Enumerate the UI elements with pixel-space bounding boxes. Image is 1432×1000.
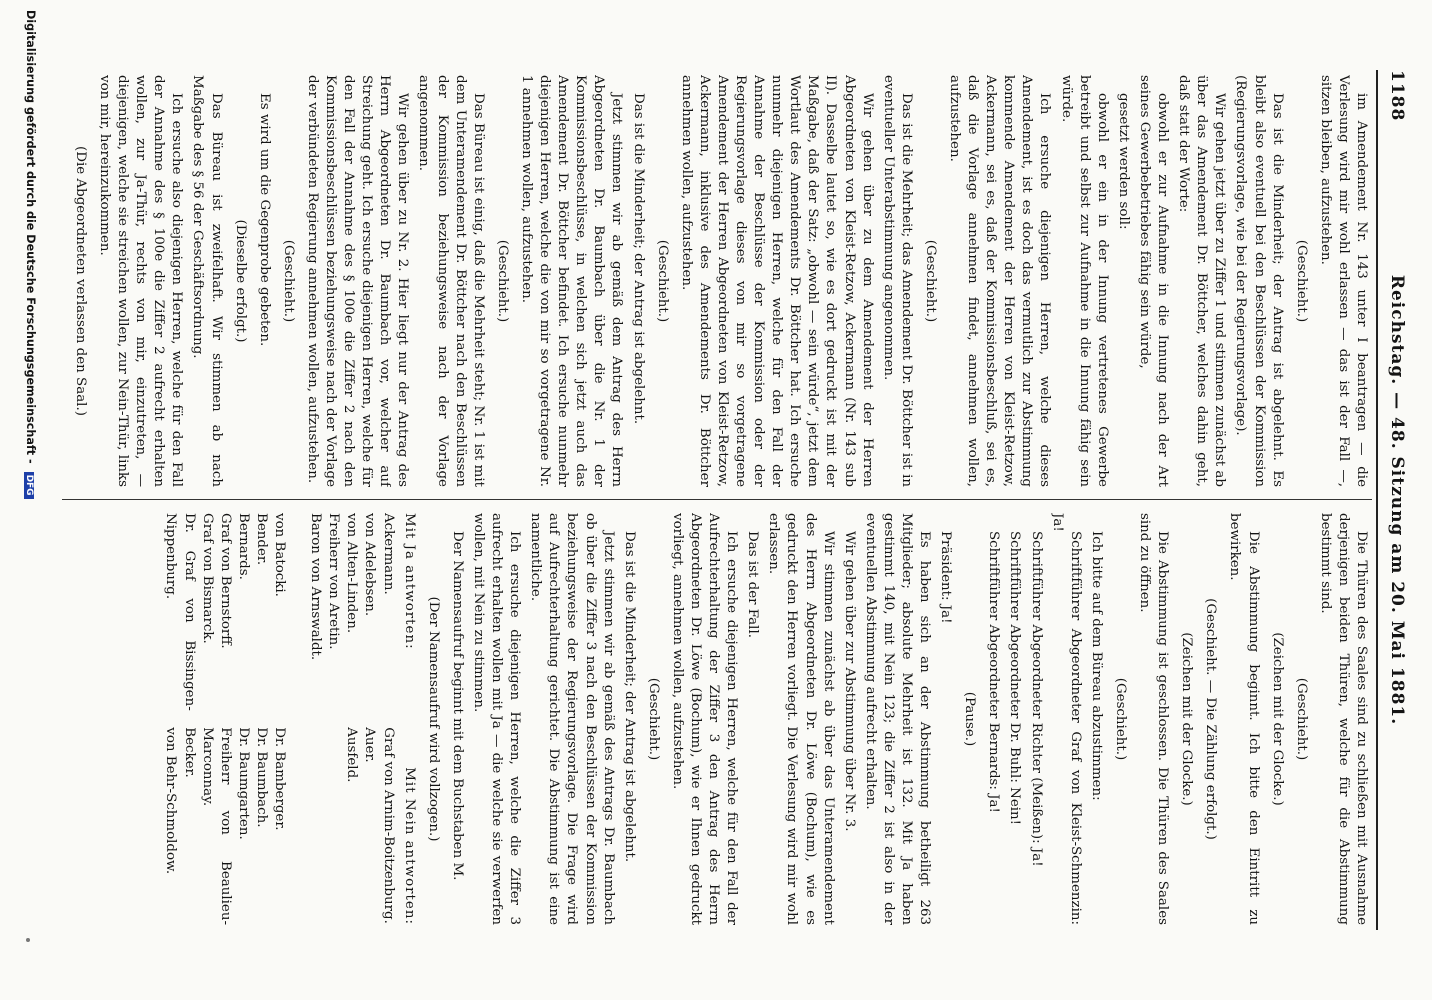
voter-name: Dr. Graf von Bissingen-Nippenburg. (163, 513, 197, 711)
paragraph: Das Büreau ist zweifelhaft. Wir stimmen ab nach Maßgabe des § 56 der Geschäftsordnung. (190, 75, 224, 487)
paragraph: Jetzt stimmen wir ab gemäß des Antrags Dr. Baumbach ob über die Ziffer 3 nach den Beschlüssen der Kommission beziehungsweise der Regierungsvorlage. Die Frage wird auf Aufrechterhaltung gerichtet. Die Abstimmung ist eine namentliche. (528, 513, 616, 925)
stage-direction: (Geschieht.) (280, 239, 296, 323)
no-heading: Mit Nein antworten: (401, 767, 417, 925)
paragraph: Die Abstimmung beginnt. Ich bitte den Eintritt zu bewirken. (1227, 513, 1261, 925)
stage-direction: (Dieselbe erfolgt.) (232, 219, 248, 343)
paragraph: Das Büreau ist einig, daß die Mehrheit steht; Nr. 1 ist mit dem Unteramendement Dr. Böttcher nach den Beschlüssen der Kommission beziehungsweise nach der Vorlage angenommen. (416, 75, 486, 487)
paragraph: Die Thüren des Saales sind zu schließen mit Ausnahme derjenigen beiden Thüren, welche für die Abstimmung bestimmt sind. (1317, 513, 1369, 925)
header-rule (1376, 70, 1378, 930)
digitization-footer (24, 10, 37, 1000)
voter-name: von Adelebsen. (362, 513, 378, 617)
paragraph: Jetzt stimmen wir ab gemäß dem Antrag des Herrn Abgeordneten Dr. Baumbach über die Nr. 1 der Kommissionsbeschlüsse, in welchen sich jetzt auch das Amendement Dr. Böttcher befindet. Ich ersuche nunmehr diejenigen Herren, welche die von mir so vorgetragene Nr. 1 annehmen wollen, aufzustehen. (518, 75, 625, 487)
left-column (70, 75, 1370, 487)
yes-voters-list (161, 513, 396, 711)
paragraph: obwohl er zur Aufnahme in die Innung nach der Art seines Gewerbebetriebes fähig sein würde, (1136, 75, 1171, 487)
voter-name: Graf von Bernstorff. (217, 513, 233, 649)
footer-text: Digitalisierung gefördert durch die Deutsche Forschungsgemeinschaft - (24, 10, 37, 464)
voter-name: Ackermann. (380, 513, 396, 595)
voter-name: Freiherr von Aretin. (326, 513, 342, 650)
stage-direction: (Der Namensaufruf wird vollzogen.) (425, 596, 441, 842)
paragraph: Ich ersuche diejenigen Herren, welche die Ziffer 3 aufrecht erhalten wollen mit Ja — die welche sie verwerfen wollen, mit Nein zu stimmen. (470, 513, 523, 925)
stage-direction: (Geschieht. — Die Zählung erfolgt.) (1203, 598, 1219, 840)
voter-name: Becker. (181, 727, 197, 778)
paragraph: Der Namensaufruf beginnt mit dem Buchstaben M. (449, 531, 465, 881)
scan-speck (26, 938, 30, 942)
paragraph: obwohl er ein in der Innung vertretenes Gewerbe betreibt und selbst zur Aufnahme in die Innung fähig sein würde. (1058, 75, 1110, 487)
voter-name: von Alten-Linden. (344, 513, 360, 634)
paragraph: Ich ersuche diejenigen Herren, welche für den Fall der Aufrechterhaltung der Ziffer 3 den Antrag des Herrn Abgeordneten Dr. Löwe (Bochum), wie er Ihnen gedruckt vorliegt, annehmen wollen, aufzustehen. (669, 513, 740, 925)
paragraph: Schriftführer Abgeordneter Graf von Kleist-Schmenzin: Ja! (1049, 513, 1083, 925)
right-column (70, 513, 1370, 925)
voter-name (324, 727, 342, 925)
voter-name: Auer. (362, 727, 378, 763)
paragraph: Es haben sich an der Abstimmung betheiligt 263 Mitglieder; absolute Mehrheit ist 132. Mit Ja haben gestimmt 140, mit Nein 123; die Ziffer 2 ist also in der eventuellen Abstimmung aufrecht erhalten. (862, 513, 933, 925)
paragraph: Wir stimmen zunächst ab über das Unteramendement des Herrn Abgeordneten Dr. Löwe (Bochum), wie es gedruckt den Herren vorliegt. Die Verlesung wird mir wohl erlassen. (766, 513, 836, 925)
voter-name: Dr. Bamberger. (272, 727, 288, 831)
voter-name: Baron von Arnswaldt. (308, 513, 324, 661)
voter-name: Ausfeld. (344, 727, 360, 783)
paragraph: Schriftführer Abgeordneter Richter (Meißen): Ja! (1028, 531, 1044, 867)
paragraph: Wir gehen über zur Abstimmung über Nr. 3. (841, 531, 857, 832)
voter-name: von Behr-Schmoldow. (163, 727, 179, 875)
paragraph: Präsident: Ja! (938, 531, 954, 624)
paragraph: Ich bitte auf dem Büreau abzustimmen: (1088, 531, 1104, 801)
stage-direction: (Geschieht.) (654, 239, 670, 323)
paragraph: Schriftführer Abgeordneter Dr. Buhl: Nein! (1007, 531, 1023, 826)
voter-name: Graf von Arnim-Boitzenburg. (380, 727, 396, 924)
paragraph: Ich ersuche also diejenigen Herren, welche für den Fall der Annahme des § 100e die Ziffer 2 aufrecht erhalten wollen, zur Ja-Thür, rechts von mir, einzutreten, — diejenigen, welche sie streichen wollen, zur Nein-Thür, links von mir, hereinzukommen. (97, 75, 185, 487)
paragraph: Wir gehen jetzt über zu Ziffer 1 und stimmen zunächst ab über das Amendement Dr. Böttcher, welches dahin geht, daß statt der Worte: (1176, 75, 1228, 487)
paragraph: Das ist die Mehrheit; das Amendement Dr. Böttcher ist in eventueller Unterabstimmung angenommen. (880, 75, 914, 487)
page-number: 1188 (1387, 70, 1407, 122)
voter-name: Freiherr von Beaulieu-Marconnay. (199, 727, 233, 925)
paragraph: Das ist die Minderheit; der Antrag ist abgelehnt. (621, 531, 637, 863)
paragraph: Schriftführer Abgeordneter Bernards: Ja! (986, 531, 1002, 813)
stage-direction: (Geschieht.) (1293, 677, 1309, 761)
paragraph: Wir gehen über zu Nr. 2. Hier liegt nur der Antrag des Herrn Abgeordneten Dr. Baumbach vor, welcher auf Streichung geht. Ich ersuche diejenigen Herren, welche für den Fall der Annahme des § 100e die Ziffer 2 nach den Kommissionsbeschlüssen beziehungsweise nach der Vorlage der verbündeten Regierung annehmen wollen, aufzustehen. (304, 75, 411, 487)
stage-direction: (Die Abgeordneten verlassen den Saal.) (72, 146, 88, 416)
page-title: Reichstag. — 48. Sitzung am 20. Mai 1881. (1387, 274, 1407, 726)
voter-name: Dr. Baumbach. (253, 727, 269, 828)
dfg-logo: DFG (24, 472, 34, 499)
paragraph: Es wird um die Gegenprobe gebeten. (256, 93, 272, 347)
paragraph: im Amendement Nr. 143 unter I beantragen — die Verlesung wird mir wohl erlassen — das ist der Fall —, sitzen bleiben, aufzustehen. (1317, 75, 1369, 487)
paragraph: Die Abstimmung ist geschlossen. Die Thüren des Saales sind zu öffnen. (1137, 513, 1171, 925)
name-lists (161, 513, 396, 925)
no-voters-list (161, 727, 396, 925)
paragraph: Das ist die Minderheit; der Antrag ist abgelehnt. Es bleibt also eventuell bei den Beschlüssen der Kommission (Regierungsvorlage, wie bei der Regierungsvorlage). (1233, 75, 1285, 487)
voter-name: Dr. Baumgarten. (235, 727, 251, 840)
voter-name: Bender. (253, 513, 269, 566)
stage-direction: (Geschieht.) (922, 239, 938, 323)
yes-heading: Mit Ja antworten: (401, 513, 417, 650)
paragraph: gesetzt werden soll: (1115, 93, 1131, 230)
stage-direction: (Zeichen mit der Glocke.) (1179, 632, 1195, 806)
stage-direction: (Geschieht.) (494, 239, 510, 323)
voter-name (288, 727, 306, 925)
voter-name: Graf von Bismarck. (199, 513, 215, 644)
stage-direction: (Zeichen mit der Glocke.) (1269, 632, 1285, 806)
stage-direction: (Geschieht.) (645, 677, 661, 761)
paragraph: Das ist der Fall. (745, 531, 761, 638)
voter-name: von Batocki. (272, 513, 288, 597)
column-divider (62, 499, 1372, 500)
voter-name (288, 513, 306, 711)
running-header (1380, 70, 1414, 930)
voter-name: Bernards. (235, 513, 251, 580)
stage-direction: (Geschieht.) (1112, 677, 1128, 761)
paragraph: Das ist die Minderheit; der Antrag ist abgelehnt. (630, 93, 646, 425)
paragraph: Ich ersuche diejenigen Herren, welche dieses Amendement, ist es doch das vermutlich zur Abstimmung kommende Amendement der Herren von Kleist-Retzow, Ackermann, sei es, daß der Kommissionsbeschluß, sei es, daß die Vorlage annehmen findet, annehmen wollen, aufzustehen. (947, 75, 1053, 487)
paragraph: Wir gehen über zu dem Amendement der Herren Abgeordneten von Kleist-Retzow, Ackermann (Nr. 143 sub II). Dasselbe lautet so, wie es dort gedruckt ist mit der Maßgabe, daß der Satz: „obwohl — sein würde“, jetzt dem Wortlaut des Amendements Dr. Böttcher hat. Ich ersuche nunmehr diejenigen Herren, welche für den Fall der Annahme der Beschlüsse der Kommission oder der Regierungsvorlage dieses von mir so vorgetragene Amendement der Herren Abgeordneten von Kleist-Retzow, Ackermann, inklusive des Amendements Dr. Böttcher annehmen wollen, aufzustehen. (678, 75, 875, 487)
stage-direction: (Geschieht.) (1293, 239, 1309, 323)
voter-name (306, 727, 324, 925)
stage-direction: (Pause.) (962, 691, 978, 747)
